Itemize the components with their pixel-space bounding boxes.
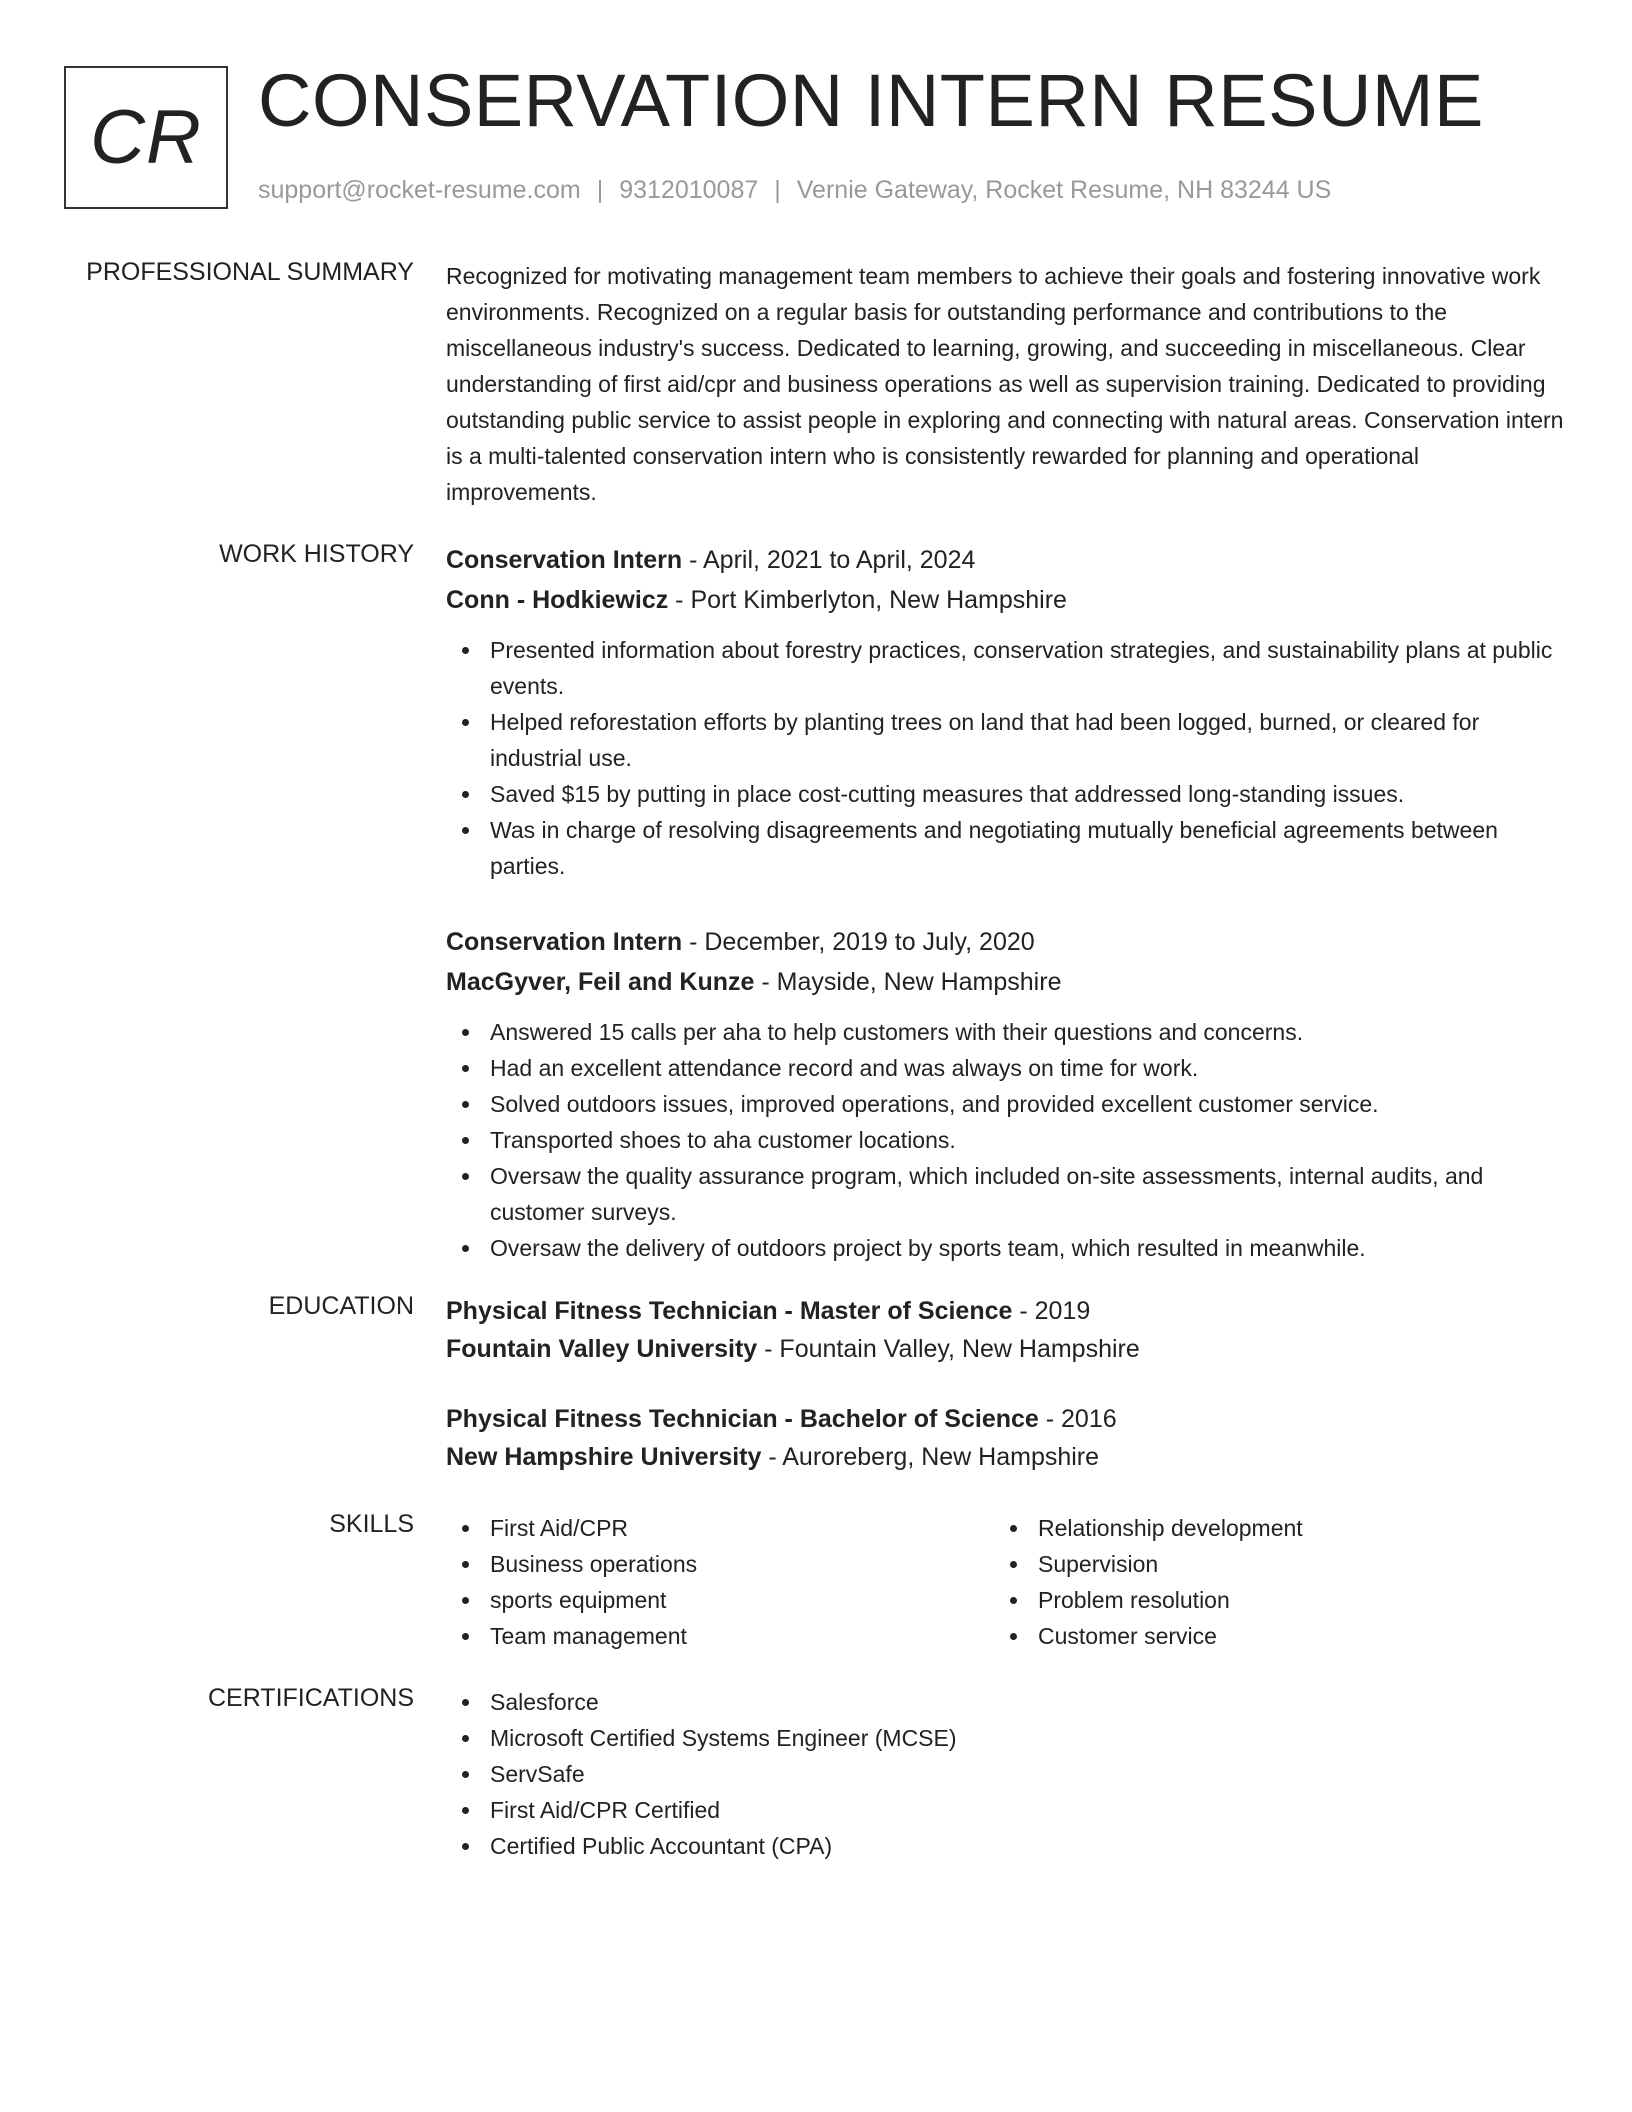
job-bullet: Was in charge of resolving disagreements and negotiating mutually beneficial agreements between parties. (446, 812, 1566, 884)
education-year: - 2019 (1012, 1297, 1091, 1325)
skill-item: Problem resolution (994, 1582, 1542, 1618)
certification-item: Salesforce (446, 1684, 1566, 1720)
skill-item: First Aid/CPR (446, 1510, 994, 1546)
skill-item: Supervision (994, 1546, 1542, 1582)
job-bullet-list (446, 1014, 1566, 1266)
job-company-line (446, 580, 1566, 620)
contact-separator: | (774, 176, 781, 204)
monogram-logo (64, 66, 228, 209)
education-year: - 2016 (1038, 1405, 1117, 1433)
job-dates: - April, 2021 to April, 2024 (682, 546, 976, 574)
job-bullet: Helped reforestation efforts by planting trees on land that had been logged, burned, or cleared for industrial use. (446, 704, 1566, 776)
certification-item: Microsoft Certified Systems Engineer (MCSE) (446, 1720, 1566, 1756)
job-title: Conservation Intern (446, 928, 683, 956)
certification-item: First Aid/CPR Certified (446, 1792, 1566, 1828)
education-degree-line (446, 1400, 1566, 1438)
education-school: New Hampshire University (446, 1443, 762, 1471)
job-title-line (446, 922, 1566, 962)
education-degree-line (446, 1292, 1566, 1330)
education-location: - Fountain Valley, New Hampshire (757, 1335, 1140, 1363)
monogram-text: CR (90, 95, 202, 180)
job-bullet: Oversaw the delivery of outdoors project by sports team, which resulted in meanwhile. (446, 1230, 1566, 1266)
contact-phone[interactable]: 9312010087 (619, 176, 759, 204)
job-bullet: Had an excellent attendance record and was always on time for work. (446, 1050, 1566, 1086)
contact-line (258, 176, 1331, 205)
job-bullet: Saved $15 by putting in place cost-cutting measures that addressed long-standing issues. (446, 776, 1566, 812)
job-title: Conservation Intern (446, 546, 683, 574)
skill-item: Business operations (446, 1546, 994, 1582)
skills-heading: SKILLS (329, 1510, 414, 1538)
summary-text: Recognized for motivating management team members to achieve their goals and fostering innovative work environments. Recognized on a regular basis for outstanding performance and contributions to the miscellaneous industry's success. Dedicated to learning, growing, and succeeding in miscellaneous. Clear understanding of first aid/cpr and business operations as well as supervision training. Dedicated to providing outstanding public service to assist people in exploring and connecting with natural areas. Conservation intern is a multi-talented conservation intern who is consistently rewarded for planning and operational improvements. (446, 263, 1564, 505)
job-entry (446, 540, 1566, 884)
job-bullet: Answered 15 calls per aha to help customers with their questions and concerns. (446, 1014, 1566, 1050)
job-company: MacGyver, Feil and Kunze (446, 968, 755, 996)
skills-list-right (994, 1510, 1542, 1654)
education-school-line (446, 1330, 1566, 1368)
job-title-line (446, 540, 1566, 580)
job-bullet: Oversaw the quality assurance program, which included on-site assessments, internal audits, and customer surveys. (446, 1158, 1566, 1230)
job-bullet: Transported shoes to aha customer locations. (446, 1122, 1566, 1158)
skill-item: Relationship development (994, 1510, 1542, 1546)
contact-address: Vernie Gateway, Rocket Resume, NH 83244 US (796, 176, 1332, 204)
job-bullet: Solved outdoors issues, improved operations, and provided excellent customer service. (446, 1086, 1566, 1122)
contact-separator: | (596, 176, 604, 204)
job-entry (446, 922, 1566, 1266)
skill-item: Team management (446, 1618, 994, 1654)
certification-item: Certified Public Accountant (CPA) (446, 1828, 1566, 1864)
education-entry (446, 1292, 1566, 1368)
job-company-line (446, 962, 1566, 1002)
skill-item: sports equipment (446, 1582, 994, 1618)
certification-item: ServSafe (446, 1756, 1566, 1792)
education-degree: Physical Fitness Technician - Master of Science (446, 1297, 1013, 1325)
education-heading: EDUCATION (268, 1292, 414, 1320)
work-history-heading: WORK HISTORY (219, 540, 414, 568)
certifications-list (446, 1684, 1566, 1864)
certifications-heading: CERTIFICATIONS (207, 1684, 414, 1712)
resume-title: CONSERVATION INTERN RESUME (258, 59, 1484, 142)
education-entry (446, 1400, 1566, 1476)
contact-email[interactable]: support@rocket-resume.com (258, 176, 581, 204)
job-location: - Mayside, New Hampshire (754, 968, 1062, 996)
job-location: - Port Kimberlyton, New Hampshire (668, 586, 1067, 614)
job-company: Conn - Hodkiewicz (446, 586, 669, 614)
skill-item: Customer service (994, 1618, 1542, 1654)
summary-heading: PROFESSIONAL SUMMARY (86, 258, 414, 286)
skills-list-left (446, 1510, 994, 1654)
job-bullet: Presented information about forestry practices, conservation strategies, and sustainability plans at public events. (446, 632, 1566, 704)
education-school: Fountain Valley University (446, 1335, 758, 1363)
education-school-line (446, 1438, 1566, 1476)
education-location: - Auroreberg, New Hampshire (761, 1443, 1100, 1471)
education-degree: Physical Fitness Technician - Bachelor of Science (446, 1405, 1039, 1433)
job-dates: - December, 2019 to July, 2020 (682, 928, 1035, 956)
skills-grid (446, 1510, 1566, 1654)
job-bullet-list (446, 632, 1566, 884)
